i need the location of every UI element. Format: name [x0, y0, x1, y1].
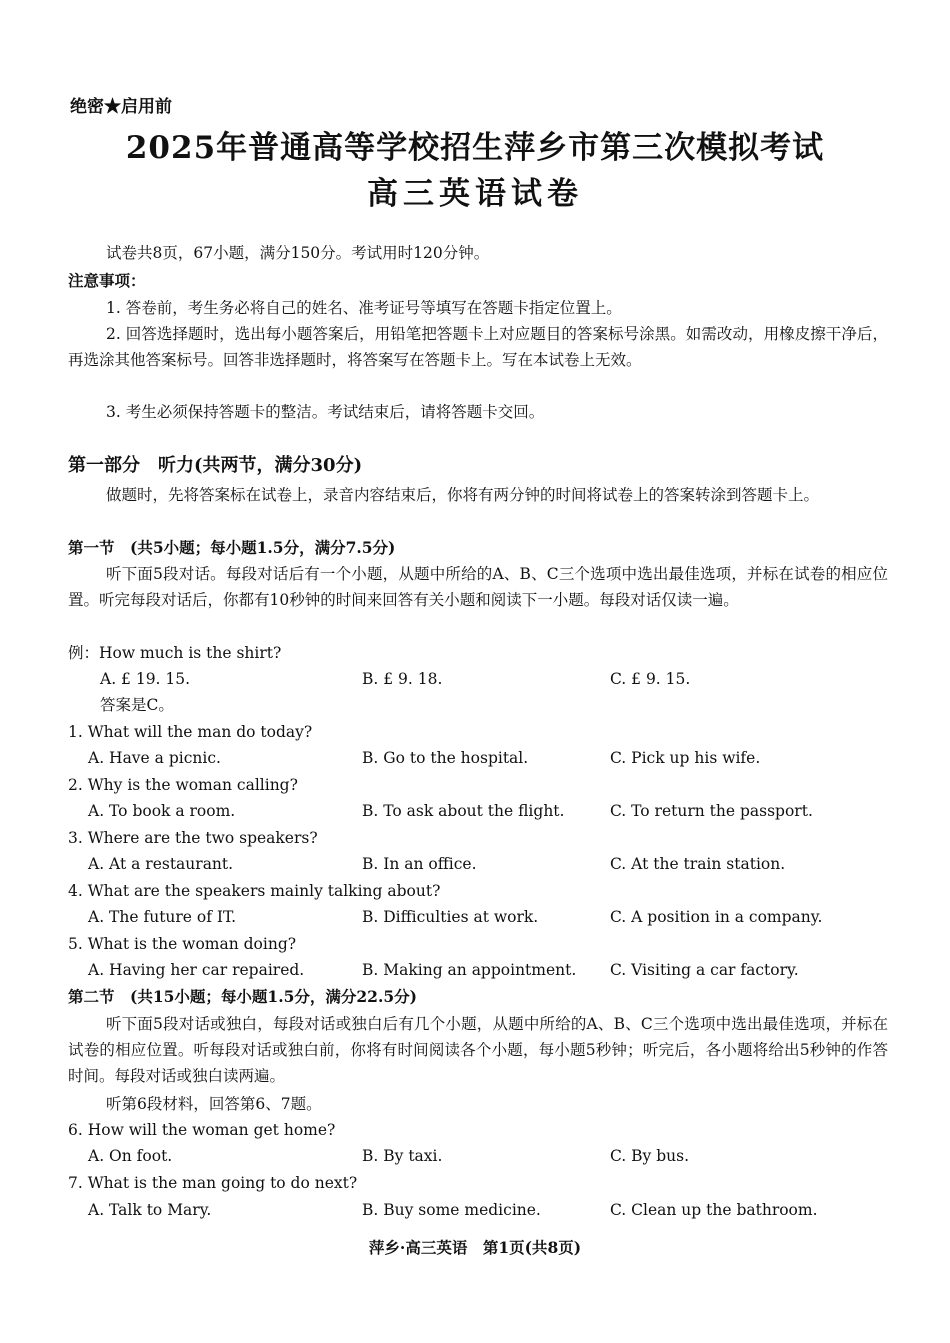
- question-text: 5. What is the woman doing?: [68, 935, 297, 953]
- note-item-2: 2. 回答选择题时，选出每小题答案后，用铅笔把答题卡上对应题目的答案标号涂黑。如需改动，用橡皮擦干净后，再选涂其他答案标号。回答非选择题时，将答案写在答题卡上。写在本试卷上无效。: [68, 325, 888, 369]
- option-a: A. To book a room.: [88, 802, 236, 820]
- option-b: B. To ask about the flight.: [362, 802, 565, 820]
- option-b: B. In an office.: [362, 855, 477, 873]
- question-text: 3. Where are the two speakers?: [68, 829, 318, 847]
- option-a: A. Having her car repaired.: [88, 961, 305, 979]
- option-c: C. Visiting a car factory.: [610, 961, 799, 979]
- option-a: A. Talk to Mary.: [88, 1201, 212, 1219]
- section2-heading: 第二节 (共15小题；每小题1.5分，满分22.5分): [68, 987, 417, 1006]
- option-a: A. On foot.: [88, 1147, 173, 1165]
- option-c: C. At the train station.: [610, 855, 786, 873]
- confidential-label: 绝密★启用前: [70, 97, 172, 117]
- option-c: C. Clean up the bathroom.: [610, 1201, 818, 1219]
- question-text: 4. What are the speakers mainly talking about?: [68, 882, 441, 900]
- option-b: B. Making an appointment.: [362, 961, 577, 979]
- option-c: C. To return the passport.: [610, 802, 813, 820]
- part1-instruction: 做题时，先将答案标在试卷上，录音内容结束后，你将有两分钟的时间将试卷上的答案转涂到答题卡上。: [106, 486, 820, 504]
- example-answer: 答案是C。: [100, 696, 174, 714]
- question-text: 7. What is the man going to do next?: [68, 1174, 358, 1192]
- section2-instruction: 听下面5段对话或独白，每段对话或独白后有几个小题，从题中所给的A、B、C三个选项中选出最佳选项，并标在试卷的相应位置。听每段对话或独白前，你将有时间阅读各个小题，每小题5秒钟；听完后，各小题将给出5秒钟的作答时间。每段对话或独白读两遍。: [68, 1015, 888, 1085]
- notes-heading: 注意事项：: [68, 271, 146, 290]
- question-text: 6. How will the woman get home?: [68, 1121, 336, 1139]
- exam-title: 2025年普通高等学校招生萍乡市第三次模拟考试: [125, 130, 825, 166]
- option-b: B. Go to the hospital.: [362, 749, 529, 767]
- note-item-1: 1. 答卷前，考生务必将自己的姓名、准考证号等填写在答题卡指定位置上。: [106, 299, 622, 317]
- page-footer: 萍乡·高三英语 第1页(共8页): [368, 1238, 582, 1257]
- option-b: B. Difficulties at work.: [362, 908, 539, 926]
- exam-intro: 试卷共8页，67小题，满分150分。考试用时120分钟。: [106, 244, 490, 262]
- note-item-3: 3. 考生必须保持答题卡的整洁。考试结束后，请将答题卡交回。: [106, 403, 545, 421]
- example-question: 例：How much is the shirt?: [68, 644, 282, 662]
- option-c: C. Pick up his wife.: [610, 749, 761, 767]
- example-option-b: B. £ 9. 18.: [362, 670, 443, 688]
- question-text: 1. What will the man do today?: [68, 723, 313, 741]
- material-note: 听第6段材料，回答第6、7题。: [106, 1095, 322, 1113]
- option-a: A. The future of IT.: [88, 908, 237, 926]
- example-option-a: A. £ 19. 15.: [100, 670, 191, 688]
- option-a: A. Have a picnic.: [88, 749, 221, 767]
- option-a: A. At a restaurant.: [88, 855, 234, 873]
- question-text: 2. Why is the woman calling?: [68, 776, 298, 794]
- option-b: B. By taxi.: [362, 1147, 443, 1165]
- option-c: C. A position in a company.: [610, 908, 823, 926]
- option-c: C. By bus.: [610, 1147, 690, 1165]
- exam-subtitle: 高三英语试卷: [367, 176, 583, 212]
- part1-heading: 第一部分 听力(共两节，满分30分): [68, 455, 363, 476]
- example-option-c: C. £ 9. 15.: [610, 670, 691, 688]
- section1-instruction: 听下面5段对话。每段对话后有一个小题，从题中所给的A、B、C三个选项中选出最佳选项，并标在试卷的相应位置。听完每段对话后，你都有10秒钟的时间来回答有关小题和阅读下一小题。每段对话仅读一遍。: [68, 565, 888, 609]
- section1-heading: 第一节 (共5小题；每小题1.5分，满分7.5分): [68, 538, 396, 557]
- option-b: B. Buy some medicine.: [362, 1201, 541, 1219]
